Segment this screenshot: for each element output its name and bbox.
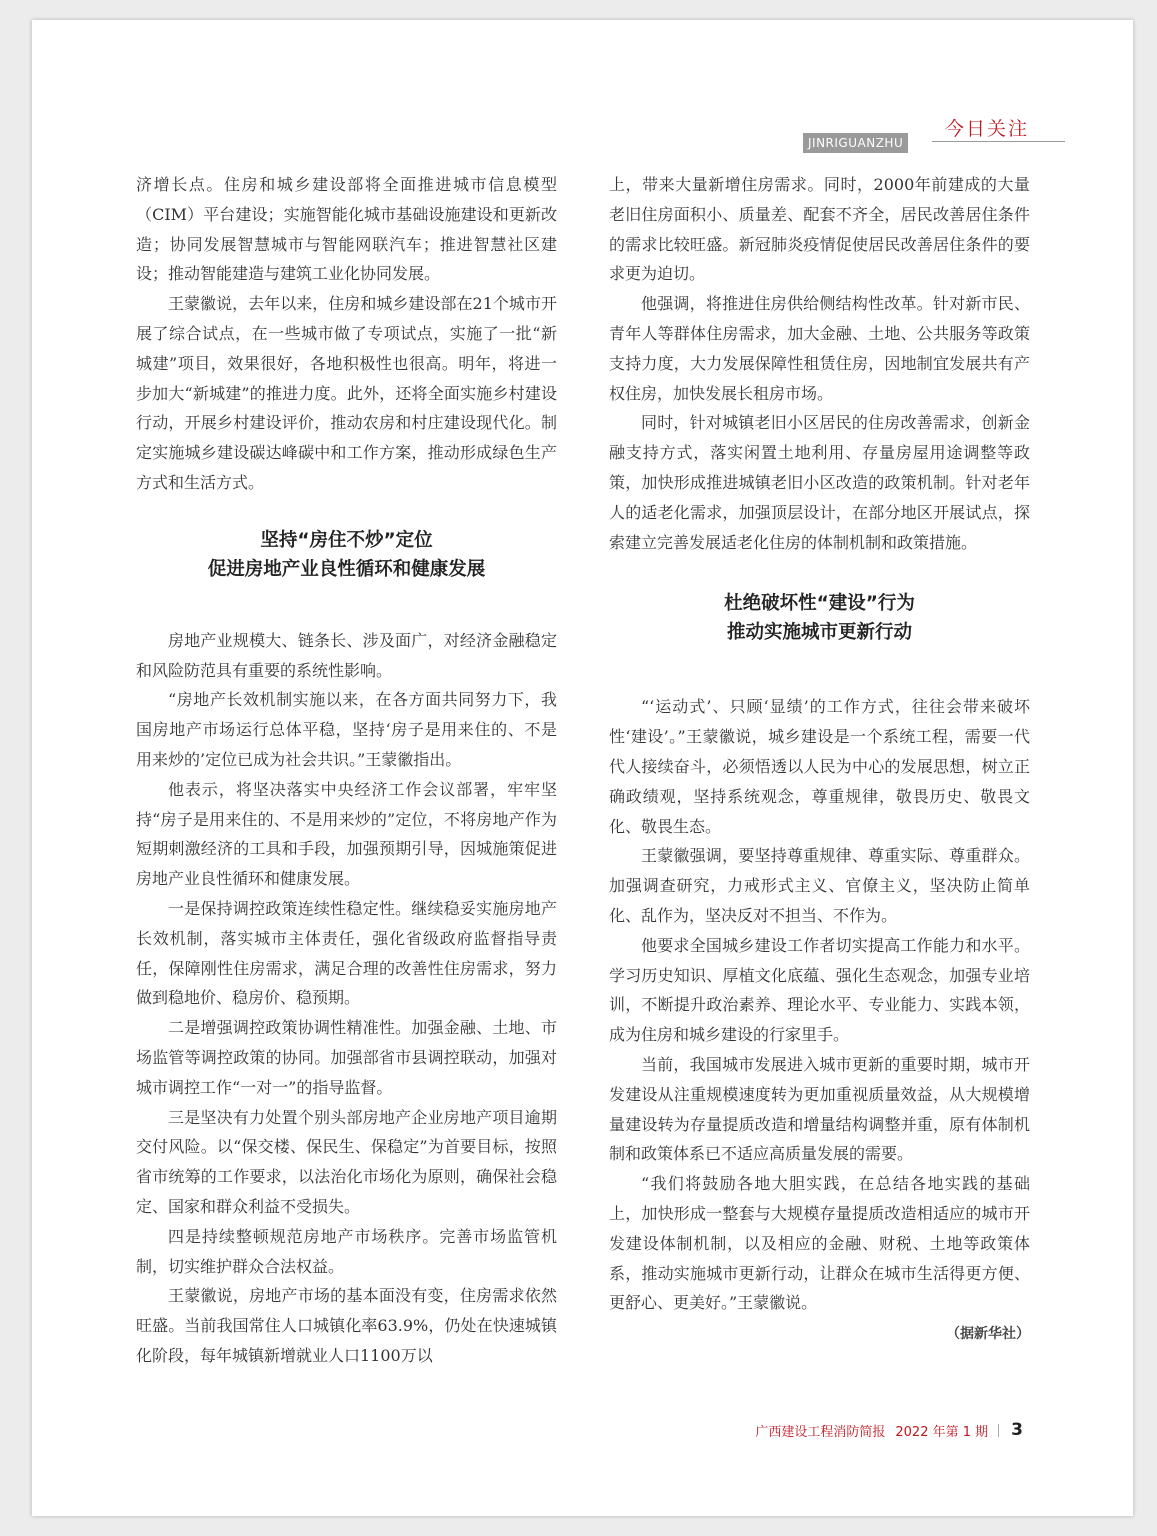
footer-divider bbox=[998, 1424, 999, 1437]
section-rule-divider bbox=[932, 141, 1065, 142]
article-paragraph: 四是持续整顿规范房地产市场秩序。完善市场监管机制，切实维护群众合法权益。 bbox=[136, 1226, 557, 1276]
article-paragraph: 王蒙徽强调，要坚持尊重规律、尊重实际、尊重群众。加强调查研究，力戒形式主义、官僚主义，坚决防止简单化、乱作为，坚决反对不担当、不作为。 bbox=[609, 846, 1030, 925]
page-number: 3 bbox=[1011, 1420, 1023, 1440]
article-paragraph: 同时，针对城镇老旧小区居民的住房改善需求，创新金融支持方式，落实闲置土地利用、存量房屋用途调整等政策，加快形成推进城镇老旧小区改造的政策机制。针对老年人的适老化需求，加强顶层设计，在部分地区开展试点，探索建立完善发展适老化住房的体制机制和政策措施。 bbox=[609, 413, 1030, 552]
article-paragraph: 他表示，将坚决落实中央经济工作会议部署，牢牢坚持“房子是用来住的、不是用来炒的”定位，不将房地产作为短期刺激经济的工具和手段，加强预期引导，因城施策促进房地产业良性循环和健康发展。 bbox=[136, 779, 557, 889]
article-paragraph: 济增长点。住房和城乡建设部将全面推进城市信息模型（CIM）平台建设；实施智能化城市基础设施建设和更新改造；协同发展智慧城市与智能网联汽车；推进智慧社区建设；推动智能建造与建筑工业化协同发展。 bbox=[136, 175, 557, 284]
article-paragraph: 二是增强调控政策协调性精准性。加强金融、土地、市场监管等调控政策的协同。加强部省市县调控联动，加强对城市调控工作“一对一”的指导监督。 bbox=[136, 1018, 557, 1097]
magazine-page bbox=[32, 20, 1133, 1516]
article-paragraph: 他要求全国城乡建设工作者切实提高工作能力和水平。学习历史知识、厚植文化底蕴、强化生态观念，加强专业培训，不断提升政治素养、理论水平、专业能力、实践本领，成为住房和城乡建设的行家里手。 bbox=[609, 935, 1030, 1045]
article-paragraph: “我们将鼓励各地大胆实践，在总结各地实践的基础上，加快形成一整套与大规模存量提质改造相适应的城市开发建设体制机制，以及相应的金融、财税、土地等政策体系，推动实施城市更新行动，让群众在城市生活得更方便、更舒心、更美好。”王蒙徽说。 bbox=[609, 1174, 1030, 1313]
section-title: 今日关注 bbox=[944, 118, 1029, 140]
source-attribution: （据新华社） bbox=[946, 1326, 1030, 1343]
subheading-urban-renewal bbox=[609, 589, 1030, 647]
right-column bbox=[609, 170, 1030, 1346]
article-paragraph: 上，带来大量新增住房需求。同时，2000年前建成的大量老旧住房面积小、质量差、配套不齐全，居民改善居住条件的需求比较旺盛。新冠肺炎疫情促使居民改善居住条件的要求更为迫切。 bbox=[609, 175, 1030, 284]
article-paragraph: 一是保持调控政策连续性稳定性。继续稳妥实施房地产长效机制，落实城市主体责任，强化省级政府监督指导责任，保障刚性住房需求，满足合理的改善性住房需求，努力做到稳地价、稳房价、稳预期。 bbox=[136, 898, 557, 1008]
page-footer bbox=[755, 1420, 1023, 1440]
issue-label: 2022 年第 1 期 bbox=[895, 1424, 989, 1440]
subheading-line: 杜绝破坏性“建设”行为 bbox=[724, 593, 915, 615]
publication-name: 广西建设工程消防简报 bbox=[755, 1424, 886, 1440]
article-paragraph: 三是坚决有力处置个别头部房地产企业房地产项目逾期交付风险。以“保交楼、保民生、保稳定”为首要目标，按照省市统筹的工作要求，以法治化市场化为原则，确保社会稳定、国家和群众利益不受损失。 bbox=[136, 1107, 557, 1216]
subheading-line: 推动实施城市更新行动 bbox=[726, 622, 912, 644]
article-paragraph: 王蒙徽说，房地产市场的基本面没有变，住房需求依然旺盛。当前我国常住人口城镇化率63.9%，仍处在快速城镇化阶段，每年城镇新增就业人口1100万以 bbox=[136, 1286, 557, 1365]
article-paragraph: 房地产业规模大、链条长、涉及面广，对经济金融稳定和风险防范具有重要的系统性影响。 bbox=[136, 630, 557, 680]
article-paragraph: 他强调，将推进住房供给侧结构性改革。针对新市民、青年人等群体住房需求，加大金融、土地、公共服务等政策支持力度，大力发展保障性租赁住房，因地制宜发展共有产权住房，加快发展长租房市场。 bbox=[609, 294, 1030, 403]
article-paragraph: “‘运动式’、只顾‘显绩’的工作方式，往往会带来破坏性‘建设’。”王蒙徽说，城乡建设是一个系统工程，需要一代代人接续奋斗，必须悟透以人民为中心的发展思想，树立正确政绩观，坚持系统观念，尊重规律，敬畏历史、敬畏文化、敬畏生态。 bbox=[609, 697, 1030, 836]
subheading-line: 坚持“房住不炒”定位 bbox=[260, 529, 433, 551]
section-pinyin-label: JINRIGUANZHU bbox=[803, 133, 908, 153]
article-paragraph: “房地产长效机制实施以来，在各方面共同努力下，我国房地产市场运行总体平稳，坚持‘房子是用来住的、不是用来炒的’定位已成为社会共识。”王蒙徽指出。 bbox=[136, 690, 557, 769]
subheading-real-estate bbox=[136, 526, 557, 584]
subheading-line: 促进房地产业良性循环和健康发展 bbox=[207, 558, 486, 580]
left-column bbox=[136, 170, 557, 1371]
article-paragraph: 王蒙徽说，去年以来，住房和城乡建设部在21个城市开展了综合试点，在一些城市做了专项试点，实施了一批“新城建”项目，效果很好，各地积极性也很高。明年，将进一步加大“新城建”的推进力度。此外，还将全面实施乡村建设行动，开展乡村建设评价，推动农房和村庄建设现代化。制定实施城乡建设碳达峰碳中和工作方案，推动形成绿色生产方式和生活方式。 bbox=[136, 294, 557, 492]
article-paragraph: 当前，我国城市发展进入城市更新的重要时期，城市开发建设从注重规模速度转为更加重视质量效益，从大规模增量建设转为存量提质改造和增量结构调整并重，原有体制机制和政策体系已不适应高质量发展的需要。 bbox=[609, 1054, 1030, 1164]
